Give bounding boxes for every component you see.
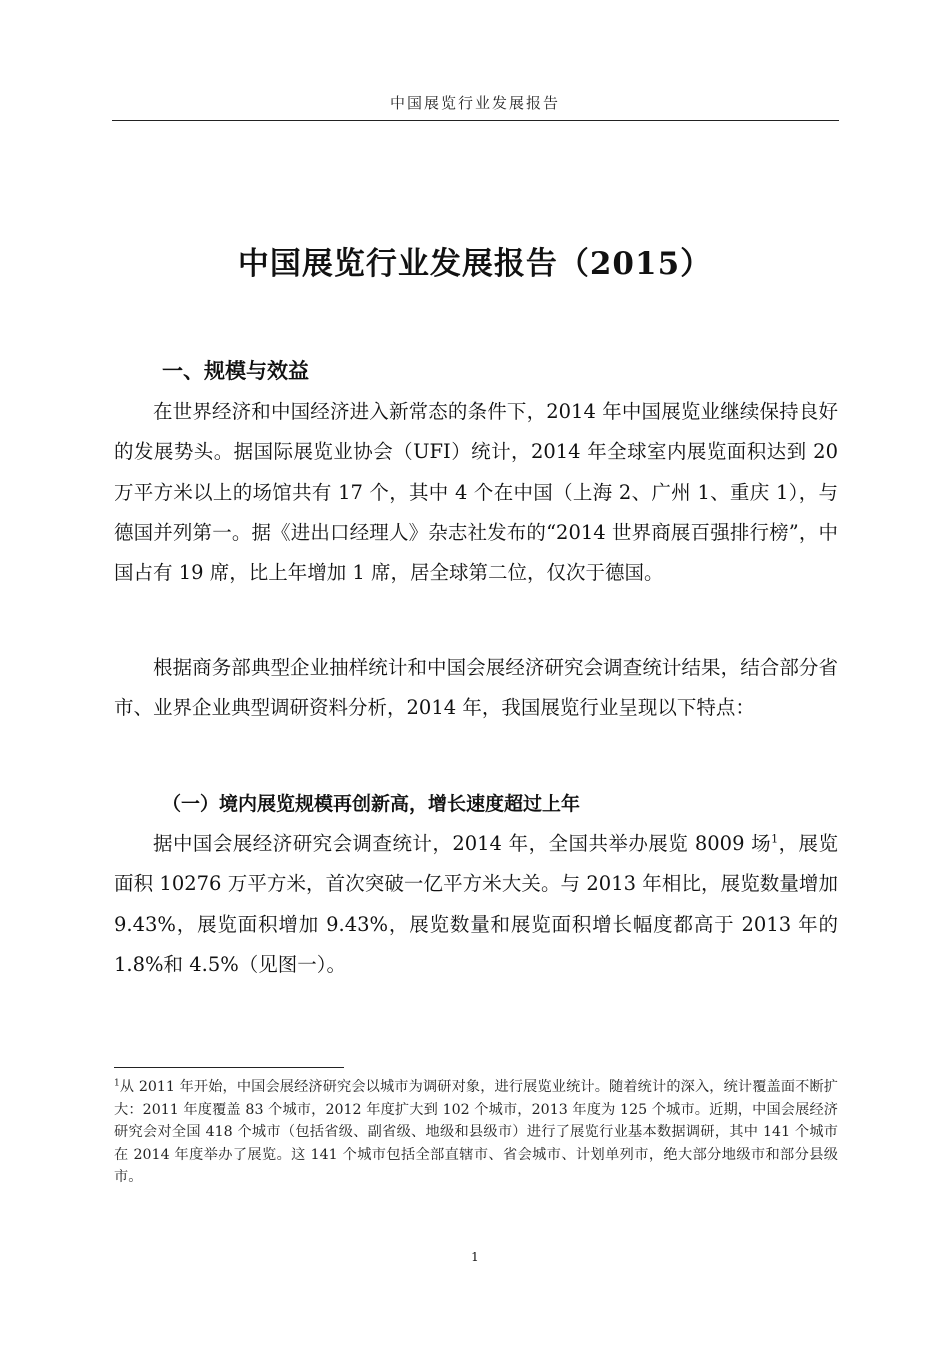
body-paragraph-3	[114, 824, 838, 985]
footnote-text: 从 2011 年开始，中国会展经济研究会以城市为调研对象，进行展览业统计。随着统计的深入，统计覆盖面不断扩大：2011 年度覆盖 83 个城市，2012 年度扩大到 102 个城市，2013 年度为 125 个城市。近期，中国会展经济研究会对全国 418 个城市（包括省级、副省级、地级和县级市）进行了展览行业基本数据调研，其中 141 个城市在 2014 年度举办了展览。这 141 个城市包括全部直辖市、省会城市、计划单列市，绝大部分地级市和部分县级市。	[114, 1079, 838, 1185]
footnote-reference: 1	[771, 832, 779, 846]
footnote-marker: 1	[114, 1078, 120, 1089]
footnote-rule	[114, 1067, 344, 1068]
paragraph-text-before-ref: 据中国会展经济研究会调查统计，2014 年，全国共举办展览 8009 场	[153, 832, 772, 855]
body-paragraph-2: 根据商务部典型企业抽样统计和中国会展经济研究会调查统计结果，结合部分省市、业界企业典型调研资料分析，2014 年，我国展览行业呈现以下特点：	[114, 656, 838, 720]
subsection-heading: （一）境内展览规模再创新高，增长速度超过上年	[162, 793, 581, 815]
body-paragraph-1: 在世界经济和中国经济进入新常态的条件下，2014 年中国展览业继续保持良好的发展势头。据国际展览业协会（UFI）统计，2014 年全球室内展览面积达到 20 万平方米以上的场馆共有 17 个，其中 4 个在中国（上海 2、广州 1、重庆 1），与德国并列第一。据《进出口经理人》杂志社发布的“2014 世界商展百强排行榜”，中国占有 19 席，比上年增加 1 席，居全球第二位，仅次于德国。	[114, 400, 838, 585]
section-heading: 一、规模与效益	[162, 359, 309, 383]
running-header: 中国展览行业发展报告	[389, 94, 560, 112]
document-title: 中国展览行业发展报告（2015）	[237, 246, 713, 282]
footnote	[114, 1076, 838, 1189]
header-rule	[112, 120, 839, 121]
page-number: 1	[471, 1250, 479, 1264]
paragraph-text-after-ref: ，展览面积 10276 万平方米，首次突破一亿平方米大关。与 2013 年相比，展览数量增加 9.43%，展览面积增加 9.43%，展览数量和展览面积增长幅度都高于 2013 年的 1.8%和 4.5%（见图一）。	[114, 832, 838, 976]
